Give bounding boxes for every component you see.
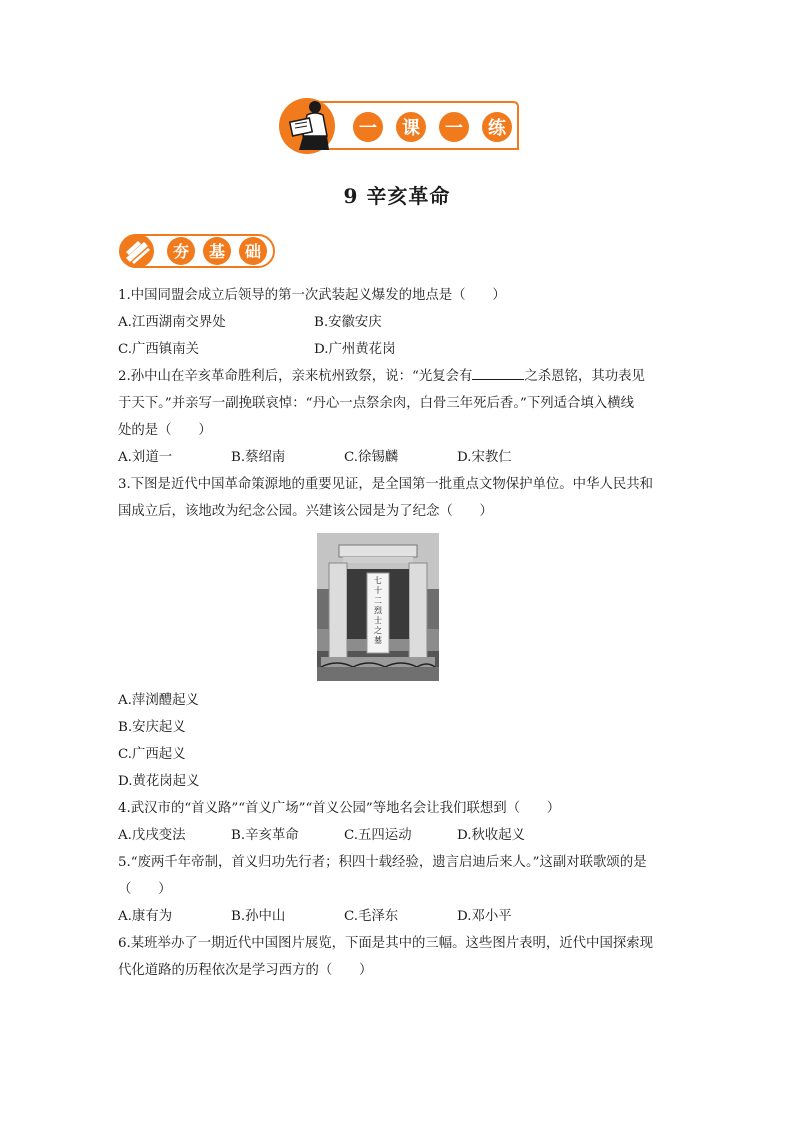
option-b[interactable]: B.安徽安庆 — [314, 315, 382, 330]
option-b[interactable]: B.蔡绍南 — [231, 450, 286, 465]
option-c[interactable]: C.广西起义 — [118, 747, 186, 762]
option-a[interactable]: A.萍浏醴起义 — [118, 693, 199, 708]
question-text: 代化道路的历程依次是学习西方的（ ） — [118, 963, 373, 978]
question-text: 之杀恩铭，其功表见 — [524, 369, 645, 384]
option-a[interactable]: A.刘道一 — [118, 450, 173, 465]
question-3 — [118, 471, 678, 795]
inscription-char: 之 — [374, 626, 382, 635]
section-char: 夯 — [172, 242, 190, 261]
option-a[interactable]: A.江西湖南交界处 — [118, 315, 226, 330]
question-4 — [118, 795, 678, 849]
option-d[interactable]: D.邓小平 — [457, 909, 512, 924]
question-2 — [118, 363, 678, 471]
memorial-photo — [317, 533, 439, 681]
option-d[interactable]: D.广州黄花岗 — [314, 342, 396, 357]
question-text: 4.武汉市的“首义路”“首义广场”“首义公园”等地名会让我们联想到（ ） — [118, 801, 561, 816]
inscription-char: 七 — [374, 576, 382, 585]
inscription-char: 十 — [374, 586, 382, 595]
inscription-char: 二 — [374, 596, 382, 605]
question-text: 于天下。”并亲写一副挽联哀悼：“丹心一点祭余肉，白骨三年死后香。”下列适合填入横线 — [118, 396, 634, 411]
option-b[interactable]: B.孙中山 — [231, 909, 286, 924]
option-d[interactable]: D.秋收起义 — [457, 828, 526, 843]
banner-char: 练 — [488, 118, 506, 139]
option-c[interactable]: C.徐锡麟 — [344, 450, 399, 465]
question-5 — [118, 849, 678, 930]
question-6 — [118, 930, 678, 984]
section-badge — [118, 232, 276, 270]
inscription-char: 墓 — [374, 636, 382, 645]
question-1 — [118, 282, 678, 363]
banner-char: 课 — [402, 118, 420, 139]
option-a[interactable]: A.康有为 — [118, 909, 173, 924]
option-b[interactable]: B.辛亥革命 — [231, 828, 299, 843]
question-list — [118, 282, 678, 984]
section-char: 基 — [208, 242, 226, 261]
question-text: 处的是（ ） — [118, 423, 212, 438]
inscription-char: 士 — [374, 616, 382, 625]
lesson-banner — [277, 96, 521, 156]
question-text: 6.某班举办了一期近代中国图片展览，下面是其中的三幅。这些图片表明，近代中国探索现 — [118, 936, 654, 951]
option-b[interactable]: B.安庆起义 — [118, 720, 186, 735]
option-c[interactable]: C.广西镇南关 — [118, 342, 199, 357]
option-c[interactable]: C.五四运动 — [344, 828, 412, 843]
option-c[interactable]: C.毛泽东 — [344, 909, 399, 924]
option-d[interactable]: D.黄花岗起义 — [118, 774, 200, 789]
banner-char: 一 — [359, 118, 377, 139]
answer-blank — [472, 365, 524, 380]
question-text: 国成立后，该地改为纪念公园。兴建该公园是为了纪念（ ） — [118, 504, 493, 519]
book-stack-icon — [120, 234, 154, 268]
question-text: 3.下图是近代中国革命策源地的重要见证，是全国第一批重点文物保护单位。中华人民共和 — [118, 477, 654, 492]
section-char: 础 — [244, 242, 262, 261]
question-text: （ ） — [118, 882, 172, 897]
option-d[interactable]: D.宋教仁 — [457, 450, 512, 465]
inscription-char: 烈 — [374, 606, 382, 615]
banner-char: 一 — [445, 118, 463, 139]
question-text: 5.“废两千年帝制，首义归功先行者；积四十载经验，遗言启迪后来人。”这副对联歌颂的是 — [118, 855, 647, 870]
option-a[interactable]: A.戊戌变法 — [118, 828, 186, 843]
question-text: 1.中国同盟会成立后领导的第一次武装起义爆发的地点是（ ） — [118, 288, 506, 303]
page-title: 9 辛亥革命 — [343, 184, 451, 208]
question-text: 2.孙中山在辛亥革命胜利后，亲来杭州致祭，说：“光复会有 — [118, 369, 473, 384]
